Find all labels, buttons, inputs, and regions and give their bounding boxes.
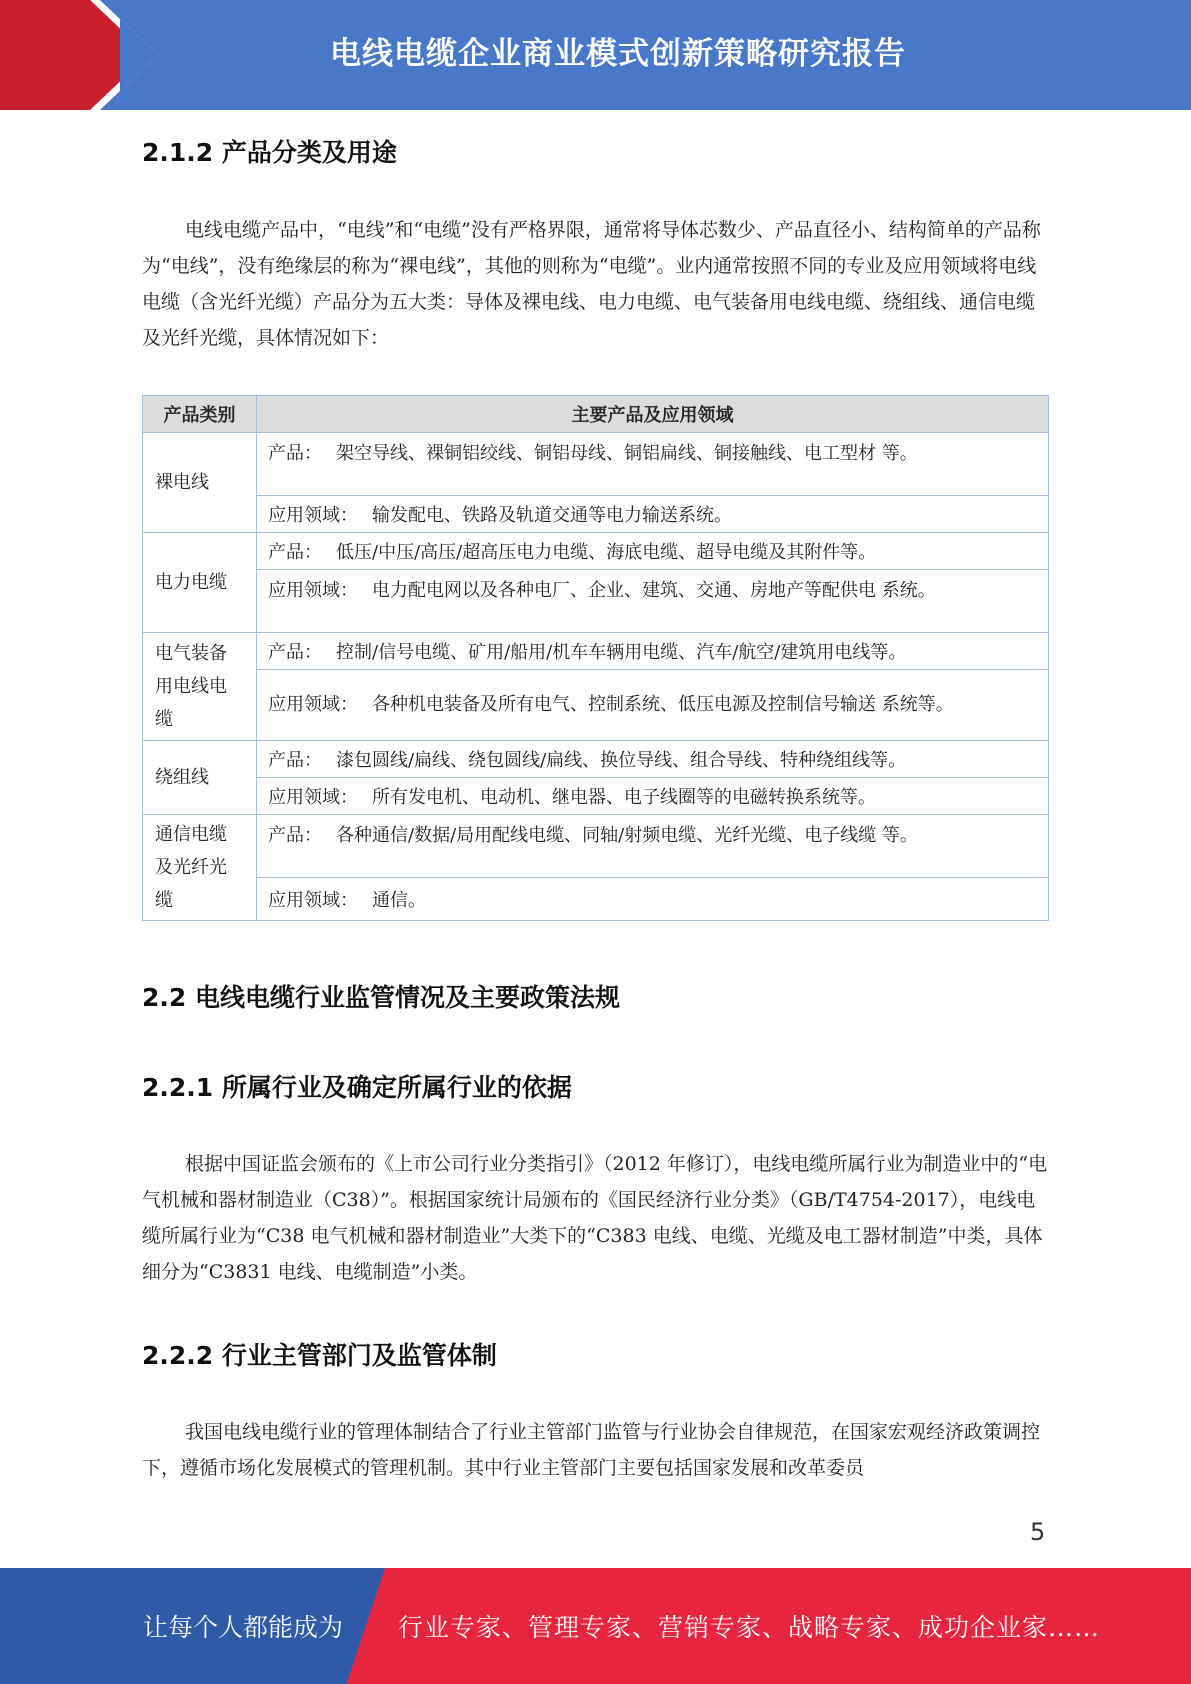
application-text: 各种机电装备及所有电气、控制系统、低压电源及控制信号输送 系统等。 <box>372 694 954 715</box>
application-text: 所有发电机、电动机、继电器、电子线圈等的电磁转换系统等。 <box>372 787 876 808</box>
application-label: 应用领域： <box>268 787 358 808</box>
category-cell: 绕组线 <box>143 741 257 815</box>
product-label: 产品： <box>268 750 322 771</box>
product-cell <box>257 741 1049 778</box>
application-cell <box>257 570 1049 633</box>
product-category-table <box>142 395 1049 921</box>
category-cell: 裸电线 <box>143 433 257 533</box>
product-text: 低压/中压/高压/超高压电力电缆、海底电缆、超导电缆及其附件等。 <box>336 542 877 563</box>
product-label: 产品： <box>268 825 322 846</box>
table-row <box>143 496 1049 533</box>
product-label: 产品： <box>268 443 322 464</box>
page-number: 5 <box>1030 1518 1046 1546</box>
table-row <box>143 570 1049 633</box>
section-heading-2-2-1: 2.2.1 所属行业及确定所属行业的依据 <box>142 1073 572 1102</box>
footer-slogan-left: 让每个人都能成为 <box>143 1613 344 1642</box>
page-footer <box>0 1568 1191 1684</box>
product-label: 产品： <box>268 642 322 663</box>
product-label: 产品： <box>268 542 322 563</box>
section-paragraph-2-2-1: 根据中国证监会颁布的《上市公司行业分类指引》（2012 年修订），电线电缆所属行业为制造业中的“电气机械和器材制造业（C38）”。根据国家统计局颁布的《国民经济行业分类》（GB/T4754-2017），电线电缆所属行业为“C38 电气机械和器材制造业”大类下的“C383 电线、电缆、光缆及电工器材制造”中类，具体细分为“C3831 电线、电缆制造”小类。 <box>142 1153 1048 1283</box>
section-paragraph-2-2-2: 我国电线电缆行业的管理体制结合了行业主管部门监管与行业协会自律规范，在国家宏观经济政策调控下，遵循市场化发展模式的管理机制。其中行业主管部门主要包括国家发展和改革委员 <box>142 1421 1041 1479</box>
application-text: 电力配电网以及各种电厂、企业、建筑、交通、房地产等配供电 系统。 <box>372 580 936 601</box>
table-row <box>143 878 1049 921</box>
table-header-category: 产品类别 <box>143 396 257 433</box>
application-text: 通信。 <box>372 890 426 911</box>
table-row <box>143 778 1049 815</box>
section-heading-2-2-2: 2.2.2 行业主管部门及监管体制 <box>142 1341 497 1370</box>
category-cell: 电气装备用电线电缆 <box>143 633 257 741</box>
table-row <box>143 815 1049 878</box>
table-row <box>143 533 1049 570</box>
section-paragraph-2-1-2: 电线电缆产品中，“电线”和“电缆”没有严格界限，通常将导体芯数少、产品直径小、结构简单的产品称为“电线”，没有绝缘层的称为“裸电线”，其他的则称为“电缆”。业内通常按照不同的专业及应用领域将电线电缆（含光纤光缆）产品分为五大类：导体及裸电线、电力电缆、电气装备用电线电缆、绕组线、通信电缆及光纤光缆，具体情况如下： <box>142 219 1041 349</box>
application-cell <box>257 878 1049 921</box>
application-label: 应用领域： <box>268 580 358 601</box>
category-cell: 电力电缆 <box>143 533 257 633</box>
product-text: 架空导线、裸铜铝绞线、铜铝母线、铜铝扁线、铜接触线、电工型材 等。 <box>336 443 918 464</box>
product-text: 控制/信号电缆、矿用/船用/机车车辆用电缆、汽车/航空/建筑用电线等。 <box>336 642 907 663</box>
application-cell <box>257 778 1049 815</box>
application-label: 应用领域： <box>268 694 358 715</box>
product-text: 漆包圆线/扁线、绕包圆线/扁线、换位导线、组合导线、特种绕组线等。 <box>336 750 907 771</box>
table-row <box>143 633 1049 670</box>
section-heading-2-1-2: 2.1.2 产品分类及用途 <box>142 138 397 167</box>
table-header-products: 主要产品及应用领域 <box>257 396 1049 433</box>
section-heading-2-2: 2.2 电线电缆行业监管情况及主要政策法规 <box>142 983 620 1012</box>
product-cell <box>257 433 1049 496</box>
product-cell <box>257 533 1049 570</box>
application-label: 应用领域： <box>268 505 358 526</box>
category-cell: 通信电缆及光纤光缆 <box>143 815 257 921</box>
footer-slogan-right: 行业专家、管理专家、营销专家、战略专家、成功企业家…… <box>398 1613 1101 1642</box>
header-title: 电线电缆企业商业模式创新策略研究报告 <box>330 36 906 72</box>
application-cell <box>257 496 1049 533</box>
table-row <box>143 433 1049 496</box>
table-header-row <box>143 396 1049 433</box>
product-cell <box>257 633 1049 670</box>
product-cell <box>257 815 1049 878</box>
application-cell <box>257 670 1049 741</box>
table-row <box>143 670 1049 741</box>
header-arrow-decoration <box>0 0 160 110</box>
application-label: 应用领域： <box>268 890 358 911</box>
table-row <box>143 741 1049 778</box>
application-text: 输发配电、铁路及轨道交通等电力输送系统。 <box>372 505 732 526</box>
product-text: 各种通信/数据/局用配线电缆、同轴/射频电缆、光纤光缆、电子线缆 等。 <box>336 825 918 846</box>
page-header <box>0 0 1191 110</box>
